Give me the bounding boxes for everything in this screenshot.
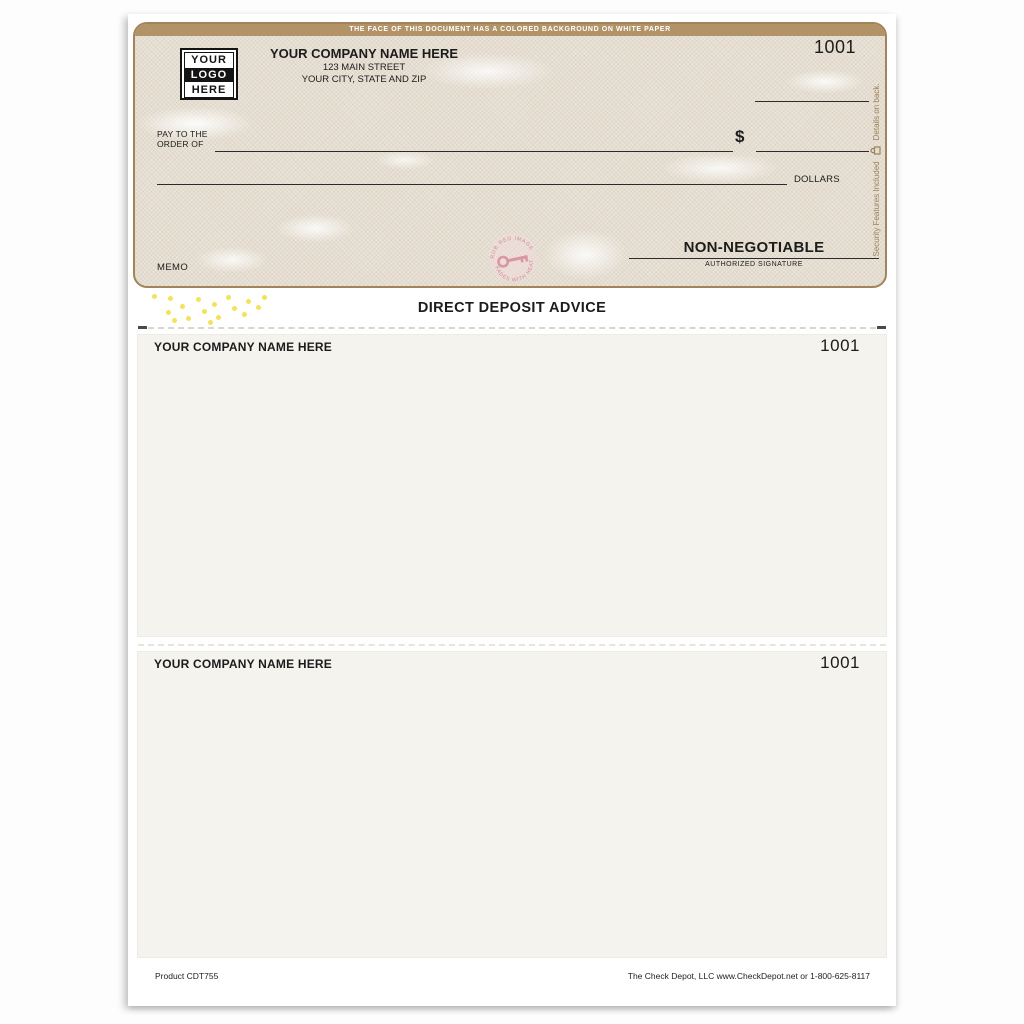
perforation-line-1 <box>138 327 886 329</box>
direct-deposit-advice-title: DIRECT DEPOSIT ADVICE <box>417 300 607 316</box>
pay-to-line-1: PAY TO THE <box>157 129 208 139</box>
security-dots <box>152 294 157 299</box>
amount-line <box>756 151 869 152</box>
authorized-signature-label: AUTHORIZED SIGNATURE <box>705 261 803 268</box>
perforation-tick-right <box>877 326 886 329</box>
memo-label: MEMO <box>157 262 189 273</box>
security-features-text: Security Features Included <box>871 161 881 257</box>
pay-to-line-2: ORDER OF <box>157 138 204 149</box>
details-on-back-text: Details on back. <box>871 83 881 141</box>
heat-sensitive-seal-icon <box>482 227 544 288</box>
dollar-sign: $ <box>735 127 745 146</box>
seal-bottom-text: FADES WITH HEAT <box>493 258 536 284</box>
company-city-state-zip: YOUR CITY, STATE AND ZIP <box>301 73 427 85</box>
company-name: YOUR COMPANY NAME HERE <box>269 46 459 61</box>
product-code: Product CDT755 <box>155 971 219 981</box>
stub-check-number: 1001 <box>820 653 860 672</box>
stub-check-number: 1001 <box>820 336 860 355</box>
seal-top-text: RUB RED IMAGE <box>489 235 535 260</box>
logo-line-3: HERE <box>185 82 233 97</box>
date-line <box>755 101 869 102</box>
check-sheet-page <box>128 14 896 1006</box>
signature-line <box>629 258 879 268</box>
check-region <box>133 22 887 288</box>
advice-stub-2 <box>137 651 887 958</box>
perforation-line-2 <box>138 644 886 646</box>
signature-block <box>629 239 879 268</box>
colored-background-banner: THE FACE OF THIS DOCUMENT HAS A COLORED BACKGROUND ON WHITE PAPER <box>135 24 885 36</box>
company-block <box>245 47 483 86</box>
payee-line <box>215 151 733 152</box>
check-number: 1001 <box>813 37 856 57</box>
vendor-contact-line: The Check Depot, LLC www.CheckDepot.net or 1-800-625-8117 <box>627 971 870 981</box>
logo-line-1: YOUR <box>185 53 233 68</box>
dollars-label: DOLLARS <box>794 174 840 185</box>
company-street: 123 MAIN STREET <box>322 61 406 73</box>
logo-line-2: LOGO <box>185 68 233 83</box>
lock-icon <box>870 146 883 155</box>
stub-company-name: YOUR COMPANY NAME HERE <box>154 657 332 671</box>
logo-placeholder <box>180 48 238 100</box>
perforation-tick-left <box>138 326 147 329</box>
stub-company-name: YOUR COMPANY NAME HERE <box>154 340 332 354</box>
pay-to-the-order-of-label <box>157 130 208 149</box>
security-strip <box>870 70 882 270</box>
non-negotiable-label: NON-NEGOTIABLE <box>683 239 825 256</box>
amount-in-words-line <box>157 184 787 185</box>
advice-stub-1 <box>137 334 887 637</box>
